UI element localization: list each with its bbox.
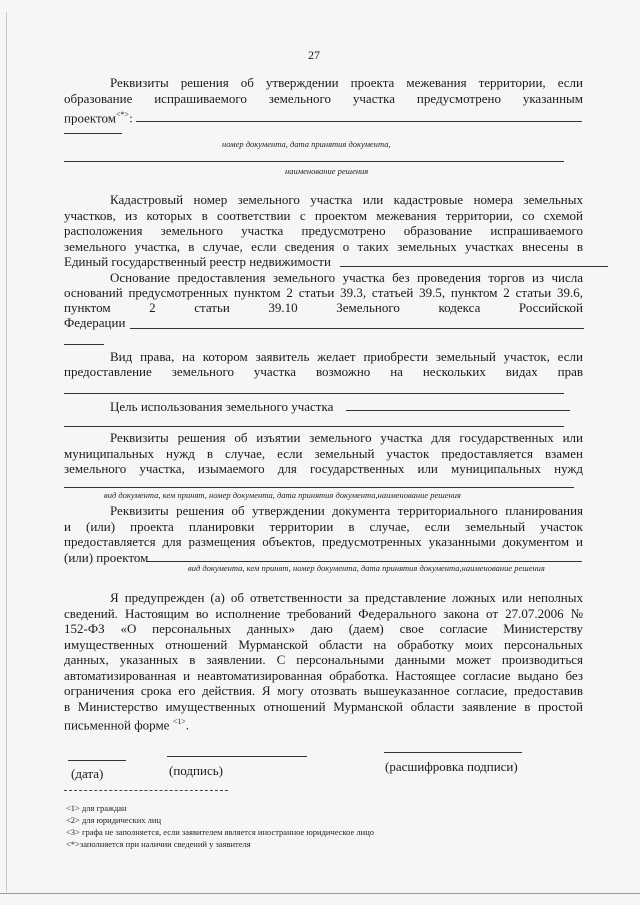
s6-caption: вид документа, кем принят, номер документа, дата принятия документа,наименование решения <box>104 490 461 500</box>
s2-line2: участков, из которых в соответствии с проектом межевания территории, со схемой <box>64 208 583 223</box>
date-label: (дата) <box>71 766 104 781</box>
s3-blank-line-short <box>64 344 104 345</box>
s6-line2: муниципальных нужд в случае, если земельный участок предоставляется взамен <box>64 446 583 461</box>
s4-blank-line <box>64 393 564 394</box>
footnote-4: <*>заполняется при наличии сведений у заявителя <box>66 839 251 849</box>
s7-line4: (или) проектом <box>64 550 149 565</box>
consent-line4: имущественных отношений Мурманской области на обработку моих персональных <box>64 637 583 652</box>
s7-line1: Реквизиты решения об утверждении документа территориального планирования <box>110 503 583 518</box>
s7-line2: и (или) проекта планировки территории в случае, если земельный участок <box>64 519 583 534</box>
s6-line3: земельного участка, изымаемого для государственных или муниципальных нужд <box>64 461 583 476</box>
page-number: 27 <box>308 48 320 62</box>
s3-line3: пунктом 2 статьи 39.10 Земельного кодекса Российской <box>64 300 583 315</box>
s4-line2: предоставление земельного участка возможно на нескольких видах прав <box>64 364 583 379</box>
s1-blank-line <box>136 121 582 122</box>
s5-line1: Цель использования земельного участка <box>110 399 334 414</box>
s2-blank-line <box>340 266 608 267</box>
s5-blank-line2 <box>64 426 564 427</box>
consent-line7: ограничения срока его действия. Я могу отозвать вышеуказанное согласие, предоставив <box>64 683 583 698</box>
s6-line1: Реквизиты решения об изъятии земельного участка для государственных или <box>110 430 583 445</box>
footnote-1: <1> для граждан <box>66 803 127 813</box>
s1-line2: образование испрашиваемого земельного участка предусмотрено указанным <box>64 91 583 106</box>
consent-line2: сведений. Настоящим во исполнение требований Федерального закона от 27.07.2006 № <box>64 606 583 621</box>
s3-line4: Федерации <box>64 315 126 330</box>
s1-caption2: наименование решения <box>285 166 369 176</box>
s2-line1: Кадастровый номер земельного участка или кадастровые номера земельных <box>110 192 583 207</box>
s4-line1: Вид права, на котором заявитель желает приобрести земельный участок, если <box>110 349 583 364</box>
consent-line9: письменной форме $^{<1>}$. <box>64 717 189 733</box>
s7-blank-line <box>146 561 582 562</box>
s2-line3: расположения земельного участка предусмотрено образование испрашиваемого <box>64 223 583 238</box>
s3-line1: Основание предоставления земельного участка без проведения торгов из числа <box>110 270 583 285</box>
s1-line1: Реквизиты решения об утверждении проекта межевания территории, если <box>110 75 583 90</box>
footnote-separator <box>64 790 228 791</box>
consent-line8: в Министерство имущественных отношений Мурманской области заявление в простой <box>64 699 583 714</box>
scan-left-edge <box>6 12 7 892</box>
s3-line2: оснований предусмотренных пунктом 2 статьи 39.3, статьей 39.5, пунктом 2 статьи 39.6, <box>64 285 583 300</box>
signature-label: (подпись) <box>169 763 223 778</box>
consent-line1: Я предупрежден (а) об ответственности за представление ложных или неполных <box>110 590 583 605</box>
s7-line3: предоставляется для размещения объектов, предусмотренных указанными документом и <box>64 534 583 549</box>
date-line <box>68 760 126 761</box>
s1-blank-line-short <box>64 133 122 134</box>
s1-line3: проектом<*>: <box>64 110 133 126</box>
decode-line <box>384 752 522 753</box>
s3-blank-line <box>130 328 584 329</box>
consent-line6: автоматизированная и неавтоматизированная обработка. Настоящее согласие выдано без <box>64 668 583 683</box>
consent-line3: 152-ФЗ «О персональных данных» даю (даем) свое согласие Министерству <box>64 621 583 636</box>
consent-line5: данных, указанных в заявлении. С персональными данными может производиться <box>64 652 583 667</box>
scan-bottom-edge <box>0 893 640 894</box>
signature-line <box>167 756 307 757</box>
s1-blank-line2 <box>64 161 564 162</box>
s5-blank-line <box>346 410 570 411</box>
s2-line4: земельного участка, в случае, если сведения о таких земельных участках внесены в <box>64 239 583 254</box>
s1-caption1: номер документа, дата принятия документа, <box>222 139 391 149</box>
footnote-2: <2> для юридических лиц <box>66 815 162 825</box>
s2-line5: Единый государственный реестр недвижимости <box>64 254 331 269</box>
footnote-3: <3> графа не заполняется, если заявителем является иностранное юридическое лицо <box>66 827 375 837</box>
s6-blank-line <box>64 487 574 488</box>
s7-caption: вид документа, кем принят, номер документа, дата принятия документа,наименование решения <box>188 563 545 573</box>
decode-label: (расшифровка подписи) <box>385 759 518 774</box>
